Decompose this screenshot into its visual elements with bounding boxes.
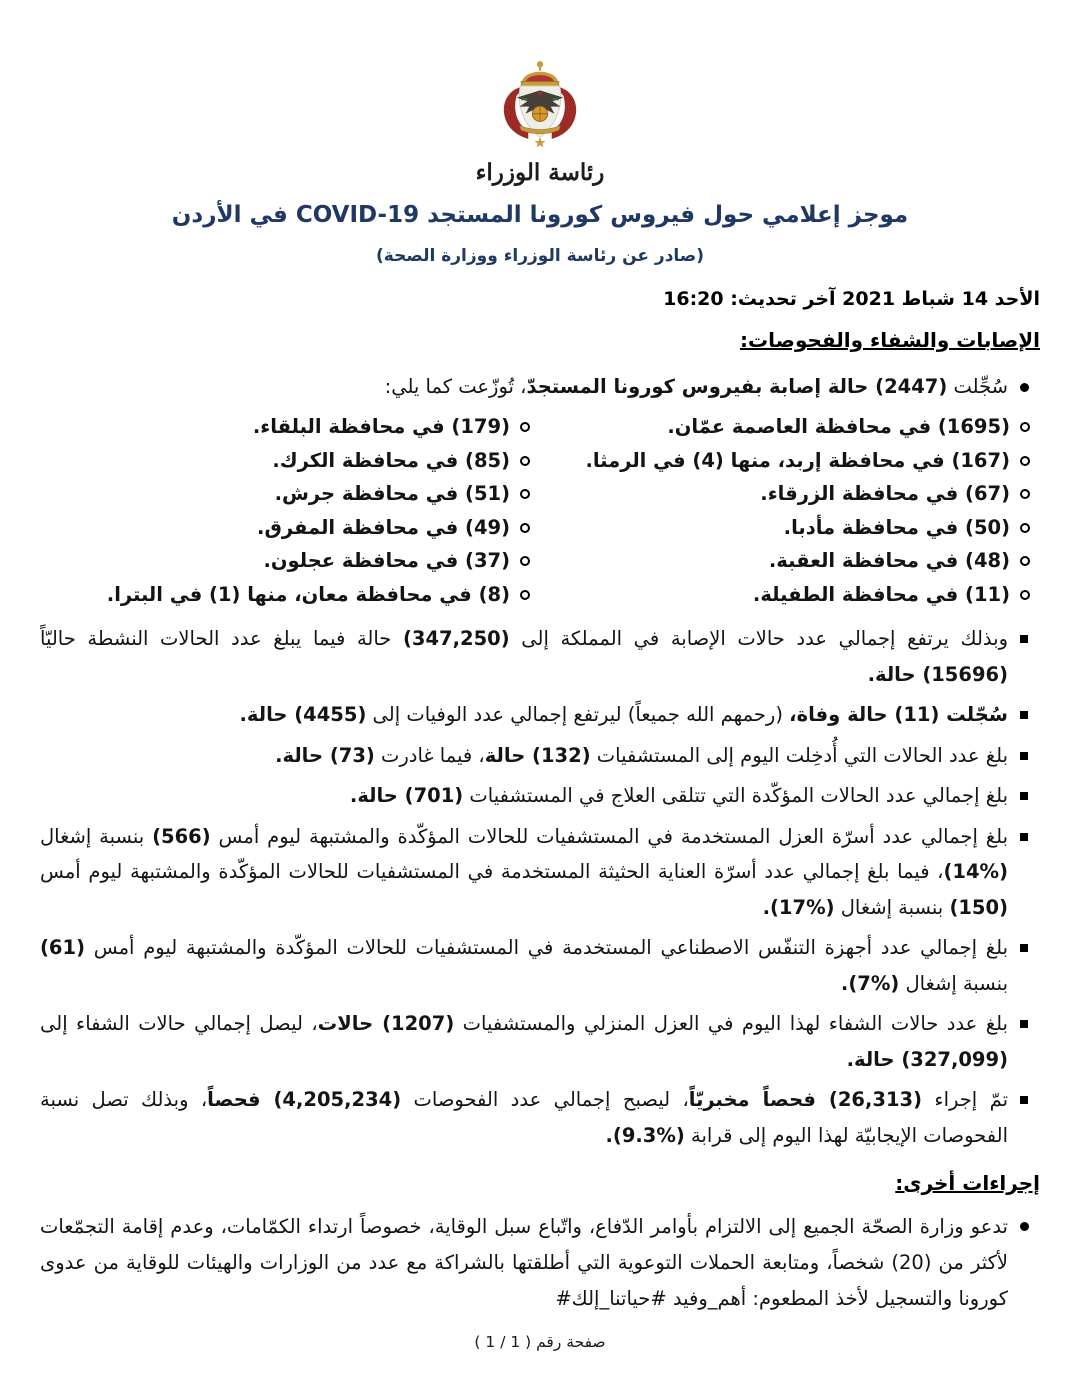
governorate-cases-column-right bbox=[540, 410, 1040, 611]
bullet-square-icon bbox=[1020, 752, 1028, 760]
governorate-case-item bbox=[40, 544, 540, 578]
bullet-circle-icon bbox=[1020, 489, 1030, 499]
governorate-case-item bbox=[40, 511, 540, 545]
stat-text: بلغ عدد الحالات التي أُدخِلت اليوم إلى المستشفيات (132) حالة، فيما غادرت (73) حالة. bbox=[275, 743, 1008, 767]
bullet-dot-icon bbox=[1020, 1222, 1029, 1231]
ministry-call-text: تدعو وزارة الصحّة الجميع إلى الالتزام بأوامر الدّفاع، واتّباع سبل الوقاية، خصوصاً ارتداء الكمّامات، وعدم إقامة التجمّعات لأكثر من (20) شخصاً، ومتابعة الحملات التوعوية التي أطلقتها بالشراكة مع عدد من الوزارات والهيئات للوقاية من عدوى كورونا والتسجيل لأخذ المطعوم: #إلك‎_‎وفيد #حياتنا‎_‎أهم bbox=[40, 1215, 1009, 1310]
governorate-case-text: (167) في محافظة إربد، منها (4) في الرمثا. bbox=[585, 448, 1010, 472]
bullet-circle-icon bbox=[520, 489, 530, 499]
stat-total-cases bbox=[40, 621, 1040, 692]
ministry-call-item bbox=[40, 1209, 1040, 1317]
bullet-circle-icon bbox=[520, 556, 530, 566]
stat-text: وبذلك يرتفع إجمالي عدد حالات الإصابة في المملكة إلى (347,250) حالة فيما يبلغ عدد الحالات النشطة حاليّاً (15696) حالة. bbox=[40, 627, 1008, 686]
bullet-square-icon bbox=[1020, 1020, 1028, 1028]
jordan-coat-of-arms-logo bbox=[40, 58, 1040, 157]
governorate-case-text: (51) في محافظة جرش. bbox=[274, 482, 510, 505]
governorate-cases-list bbox=[40, 410, 1040, 611]
bullet-square-icon bbox=[1020, 635, 1028, 643]
bullet-square-icon bbox=[1020, 711, 1028, 719]
stat-text: بلغ إجمالي عدد أجهزة التنفّس الاصطناعي المستخدمة في المستشفيات للحالات المؤكّدة والمشتبهة ليوم أمس (61) بنسبة إشغال (%7). bbox=[40, 936, 1008, 995]
document-title: موجز إعلامي حول فيروس كورونا المستجد COVID-19 في الأردن bbox=[171, 202, 909, 228]
section-heading-infections: الإصابات والشفاء والفحوصات: bbox=[740, 328, 1040, 352]
stat-text: بلغ عدد حالات الشفاء لهذا اليوم في العزل المنزلي والمستشفيات (1207) حالات، ليصل إجمالي حالات الشفاء إلى (327,099) حالة. bbox=[40, 1012, 1008, 1071]
section-heading-other-measures: إجراءات أخرى: bbox=[895, 1171, 1040, 1195]
bullet-circle-icon bbox=[1020, 456, 1030, 466]
prime-ministry-calligraphy: رئاسة الوزراء bbox=[475, 159, 605, 186]
governorate-case-item bbox=[540, 444, 1040, 478]
new-cases-summary-text: سُجِّلت (2447) حالة إصابة بفيروس كورونا المستجدّ، تُوزّعت كما يلي: bbox=[384, 375, 1008, 398]
governorate-case-item bbox=[40, 410, 540, 444]
governorate-case-text: (8) في محافظة معان، منها (1) في البترا. bbox=[106, 582, 510, 606]
stat-deaths bbox=[40, 697, 1040, 733]
star-icon bbox=[535, 137, 546, 147]
bullet-dot-icon bbox=[1020, 383, 1029, 392]
bullet-circle-icon bbox=[1020, 556, 1030, 566]
bullet-circle-icon bbox=[520, 456, 530, 466]
bullet-circle-icon bbox=[1020, 422, 1030, 432]
bullet-square-icon bbox=[1020, 944, 1028, 952]
governorate-case-item bbox=[540, 511, 1040, 545]
governorate-case-item bbox=[40, 477, 540, 511]
stat-text: سُجّلت (11) حالة وفاة، (رحمهم الله جميعاً) ليرتفع إجمالي عدد الوفيات إلى (4455) حالة. bbox=[239, 703, 1008, 726]
governorate-case-item bbox=[540, 410, 1040, 444]
new-cases-summary bbox=[40, 370, 1040, 404]
document-subtitle: (صادر عن رئاسة الوزراء ووزارة الصحة) bbox=[376, 246, 704, 266]
governorate-case-item bbox=[40, 578, 540, 612]
governorate-case-item bbox=[540, 578, 1040, 612]
governorate-cases-column-left bbox=[40, 410, 540, 611]
bullet-circle-icon bbox=[1020, 523, 1030, 533]
governorate-case-text: (85) في محافظة الكرك. bbox=[272, 448, 510, 472]
bullet-circle-icon bbox=[520, 590, 530, 600]
stat-recoveries bbox=[40, 1006, 1040, 1077]
stat-hospital-admissions bbox=[40, 738, 1040, 774]
bullet-circle-icon bbox=[520, 422, 530, 432]
governorate-case-item bbox=[40, 444, 540, 478]
governorate-case-item bbox=[540, 477, 1040, 511]
date-line: الأحد 14 شباط 2021 آخر تحديث: 16:20 bbox=[663, 288, 1040, 310]
governorate-case-item bbox=[540, 544, 1040, 578]
bullet-circle-icon bbox=[520, 523, 530, 533]
stat-hospitalized-confirmed bbox=[40, 778, 1040, 814]
governorate-case-text: (67) في محافظة الزرقاء. bbox=[760, 482, 1010, 505]
bullet-circle-icon bbox=[1020, 590, 1030, 600]
stat-isolation-icu-beds bbox=[40, 819, 1040, 926]
stat-text: تمّ إجراء (26,313) فحصاً مخبريّاً، ليصبح إجمالي عدد الفحوصات (4,205,234) فحصاً، وبذلك تصل نسبة الفحوصات الإيجابيّة لهذا اليوم إلى قرابة (%9.3). bbox=[40, 1088, 1009, 1147]
governorate-case-text: (49) في محافظة المفرق. bbox=[257, 515, 510, 539]
bullet-square-icon bbox=[1020, 792, 1028, 800]
document-header bbox=[40, 58, 1040, 310]
daily-statistics-list bbox=[40, 621, 1040, 1153]
stat-ventilators bbox=[40, 930, 1040, 1001]
governorate-case-text: (11) في محافظة الطفيلة. bbox=[752, 582, 1010, 606]
stat-lab-tests bbox=[40, 1082, 1040, 1153]
governorate-case-text: (1695) في محافظة العاصمة عمّان. bbox=[667, 415, 1010, 438]
bullet-square-icon bbox=[1020, 1096, 1028, 1104]
governorate-case-text: (37) في محافظة عجلون. bbox=[263, 549, 510, 572]
governorate-case-text: (179) في محافظة البلقاء. bbox=[252, 415, 510, 438]
stat-text: بلغ إجمالي عدد أسرّة العزل المستخدمة في المستشفيات للحالات المؤكّدة والمشتبهة ليوم أمس (566) بنسبة إشغال (%14)، فيما بلغ إجمالي عدد أسرّة العناية الحثيثة المستخدمة في المستشفيات للحالات المؤكّدة والمشتبهة ليوم أمس (150) بنسبة إشغال (%17). bbox=[40, 824, 1009, 919]
governorate-case-text: (48) في محافظة العقبة. bbox=[768, 549, 1010, 572]
governorate-case-text: (50) في محافظة مأدبا. bbox=[783, 515, 1010, 539]
bullet-square-icon bbox=[1020, 833, 1028, 841]
page-number-footer: صفحة رقم ( 1 / 1 ) bbox=[474, 1333, 606, 1351]
stat-text: بلغ إجمالي عدد الحالات المؤكّدة التي تتلقى العلاج في المستشفيات (701) حالة. bbox=[349, 784, 1008, 807]
